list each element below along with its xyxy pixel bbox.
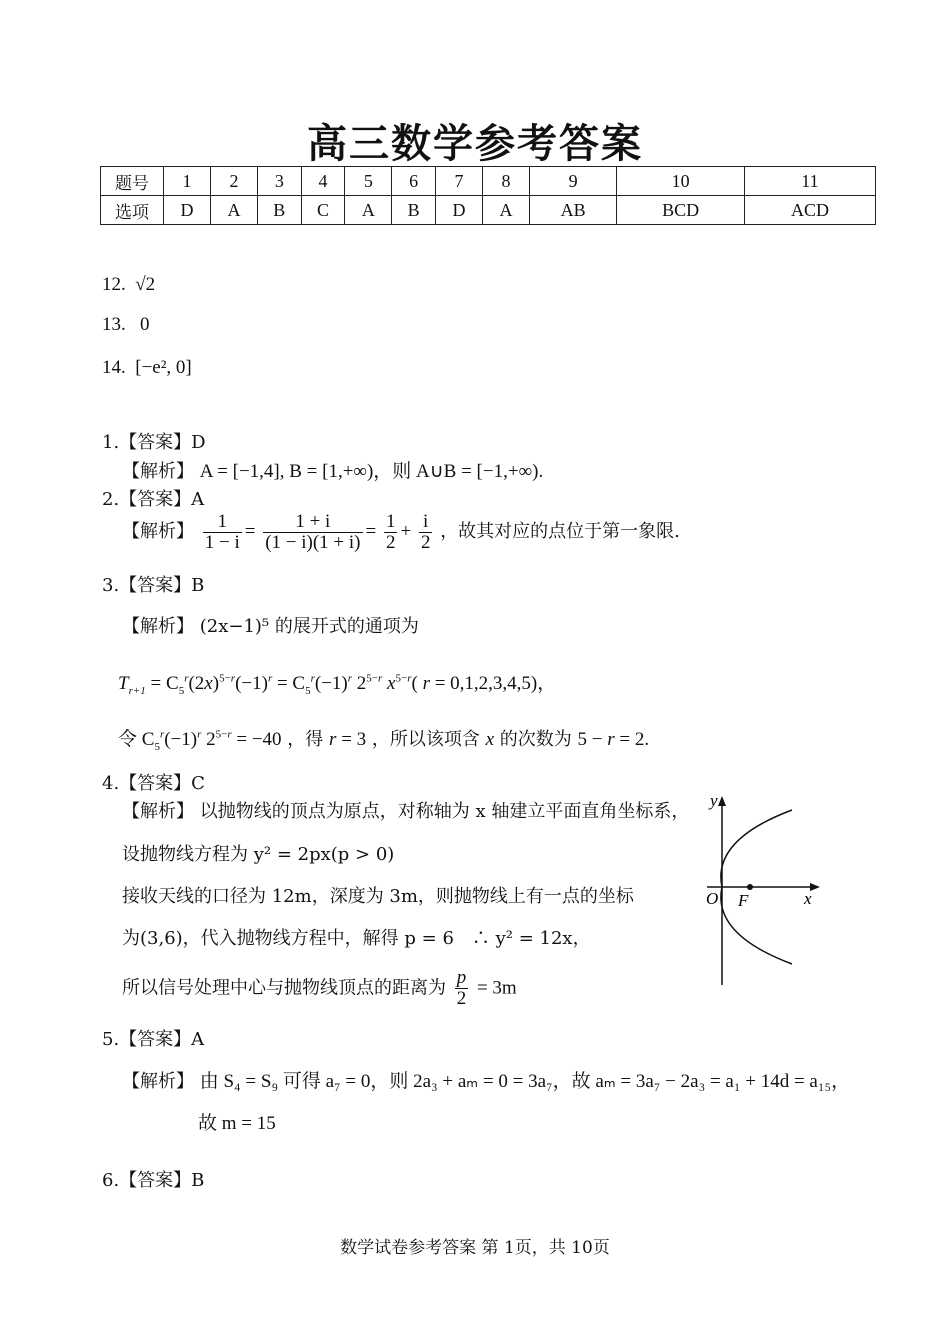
table-cell: D [436, 196, 483, 225]
table-cell: 10 [617, 167, 745, 196]
table-cell: 2 [210, 167, 257, 196]
focus-point [747, 884, 753, 890]
text: ，得 [287, 729, 324, 750]
q6-answer: 6.【答案】B [102, 1170, 205, 1191]
q4-line2: 设抛物线方程为 y² = 2px(p > 0) [122, 844, 395, 865]
table-cell: A [345, 196, 392, 225]
table-row-answers [101, 196, 876, 225]
question-number: 14. [102, 357, 126, 378]
focus-label: F [738, 891, 749, 910]
table-cell: 9 [529, 167, 616, 196]
q4-line3: 接收天线的口径为 12m，深度为 3m，则抛物线上有一点的坐标 [122, 886, 634, 907]
table-cell: A [483, 196, 530, 225]
q1-answer: 1.【答案】D [102, 432, 206, 453]
table-cell: 5 [345, 167, 392, 196]
analysis-text: 由 S₄ = S₉ 可得 a₇ = 0，则 2a₃ + aₘ = 0 = 3a₇，故 aₘ = 3a₇ − 2a₃ = a₁ + 14d = a₁₅， [199, 1071, 851, 1092]
table-cell: AB [529, 196, 616, 225]
answer-q14 [102, 357, 192, 379]
table-cell: 11 [744, 167, 875, 196]
table-cell: 6 [392, 167, 436, 196]
table-cell: D [164, 196, 211, 225]
page-title: 高三数学参考答案 [307, 121, 643, 167]
text: = 3m [476, 977, 517, 999]
q3-answer: 3.【答案】B [102, 575, 205, 596]
table-header-number: 题号 [101, 167, 164, 196]
y-axis-arrow [718, 796, 726, 806]
answer-value: 0 [140, 314, 150, 335]
question-number: 12. [102, 274, 126, 295]
table-cell: C [301, 196, 345, 225]
q2-analysis [122, 512, 680, 553]
analysis-text: ，故其对应的点位于第一象限. [440, 520, 680, 542]
y-label: y [710, 791, 718, 810]
table-cell: 1 [164, 167, 211, 196]
q4-line4: 为(3,6)，代入抛物线方程中，解得 p = 6 ∴ y² = 12x， [122, 928, 591, 949]
q3-solve: 令 $C_5^r(-1)^r$ $2^{5-r} = -40$ ，得 r = 3 ，所以该项含 x 的次数为 5 − r = 2. [118, 728, 650, 753]
q3-general-term: $T_{r+1} = C_5^r(2x)^{5-r}(-1)^r = C_5^r(-1)^r$ $2^{5-r}$ $x^{5-r}$( r = 0,1,2,3,4,5)， [118, 672, 557, 697]
q5-analysis [122, 1066, 850, 1093]
analysis-label: 【解析】 [122, 461, 194, 482]
question-number: 13. [102, 314, 126, 335]
table-cell: B [392, 196, 436, 225]
table-row-numbers [101, 167, 876, 196]
q4-analysis [122, 797, 689, 823]
analysis-label: 【解析】 [122, 616, 194, 637]
table-cell: 4 [301, 167, 345, 196]
analysis-label: 【解析】 [122, 1071, 194, 1092]
q4-answer: 4.【答案】C [102, 773, 205, 794]
answer-q13 [102, 314, 150, 336]
q5-line2: 故 m = 15 [198, 1113, 276, 1134]
answer-q12 [102, 274, 155, 296]
answer-table [100, 166, 876, 225]
page-footer: 数学试卷参考答案 第 1页，共 10页 [340, 1238, 610, 1258]
origin-label: O [706, 889, 719, 908]
q5-answer: 5.【答案】A [102, 1029, 205, 1050]
answer-value: [−e², 0] [135, 357, 192, 378]
q1-analysis [122, 456, 543, 483]
table-cell: 3 [257, 167, 301, 196]
text: ，所以该项含 [371, 729, 480, 750]
table-cell: B [257, 196, 301, 225]
analysis-text: (2x−1)⁵ 的展开式的通项为 [199, 616, 419, 637]
q3-analysis [122, 612, 419, 638]
analysis-label: 【解析】 [122, 520, 194, 542]
table-cell: A [210, 196, 257, 225]
q4-line5: 所以信号处理中心与抛物线顶点的距离为 $\frac{p}{2}$ = 3m [122, 967, 517, 1009]
table-cell: BCD [617, 196, 745, 225]
parabola-graph [692, 790, 832, 990]
analysis-label: 【解析】 [122, 801, 194, 822]
analysis-text: A = [−1,4], B = [1,+∞)，则 A∪B = [−1,+∞). [199, 461, 544, 482]
formula: $\frac{1}{1 - i}$ = $\frac{1 + i}{(1 - i)(1 + i)}$ = $\frac{1}{2}$ + $\frac{i}{2}$ [204, 511, 431, 553]
table-cell: 8 [483, 167, 530, 196]
x-label: x [804, 889, 812, 908]
table-cell: 7 [436, 167, 483, 196]
table-header-option: 选项 [101, 196, 164, 225]
text: 所以信号处理中心与抛物线顶点的距离为 [122, 977, 446, 999]
table-cell: ACD [744, 196, 875, 225]
analysis-text: 以抛物线的顶点为原点，对称轴为 x 轴建立平面直角坐标系， [199, 801, 690, 822]
text: 的次数为 [499, 729, 572, 750]
q2-answer: 2.【答案】A [102, 489, 205, 510]
answer-value: √2 [135, 274, 156, 295]
